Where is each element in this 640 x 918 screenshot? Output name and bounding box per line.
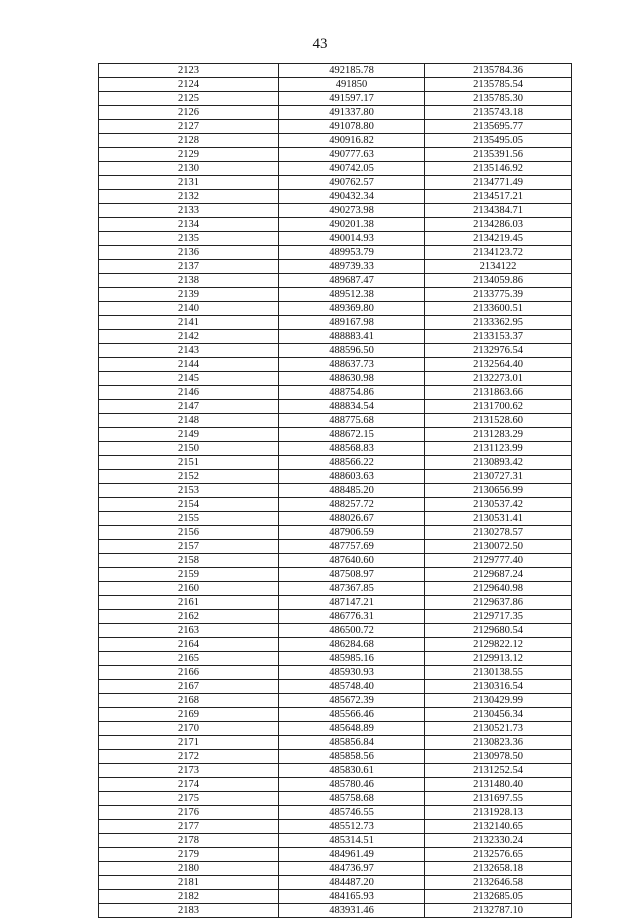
point-number-cell: 2169	[99, 708, 279, 722]
point-number-cell: 2168	[99, 694, 279, 708]
point-number-cell: 2137	[99, 260, 279, 274]
y-coordinate-cell: 2133362.95	[425, 316, 572, 330]
x-coordinate-cell: 488485.20	[279, 484, 425, 498]
y-coordinate-cell: 2129687.24	[425, 568, 572, 582]
y-coordinate-cell: 2131528.60	[425, 414, 572, 428]
x-coordinate-cell: 485856.84	[279, 736, 425, 750]
y-coordinate-cell: 2135784.36	[425, 64, 572, 78]
x-coordinate-cell: 488637.73	[279, 358, 425, 372]
y-coordinate-cell: 2131697.55	[425, 792, 572, 806]
y-coordinate-cell: 2131123.99	[425, 442, 572, 456]
y-coordinate-cell: 2130429.99	[425, 694, 572, 708]
point-number-cell: 2155	[99, 512, 279, 526]
x-coordinate-cell: 485746.55	[279, 806, 425, 820]
table-row	[99, 456, 572, 470]
x-coordinate-cell: 487757.69	[279, 540, 425, 554]
y-coordinate-cell: 2131480.40	[425, 778, 572, 792]
point-number-cell: 2166	[99, 666, 279, 680]
table-row	[99, 694, 572, 708]
table-row	[99, 792, 572, 806]
table-row	[99, 386, 572, 400]
table-row	[99, 232, 572, 246]
table-row	[99, 428, 572, 442]
y-coordinate-cell: 2134059.86	[425, 274, 572, 288]
table-row	[99, 204, 572, 218]
x-coordinate-cell: 486500.72	[279, 624, 425, 638]
x-coordinate-cell: 485512.73	[279, 820, 425, 834]
x-coordinate-cell: 485314.51	[279, 834, 425, 848]
point-number-cell: 2134	[99, 218, 279, 232]
y-coordinate-cell: 2132330.24	[425, 834, 572, 848]
y-coordinate-cell: 2130316.54	[425, 680, 572, 694]
table-row	[99, 848, 572, 862]
y-coordinate-cell: 2130978.50	[425, 750, 572, 764]
x-coordinate-cell: 490201.38	[279, 218, 425, 232]
table-row	[99, 218, 572, 232]
x-coordinate-cell: 489687.47	[279, 274, 425, 288]
x-coordinate-cell: 488603.63	[279, 470, 425, 484]
table-row	[99, 666, 572, 680]
point-number-cell: 2164	[99, 638, 279, 652]
point-number-cell: 2175	[99, 792, 279, 806]
y-coordinate-cell: 2134219.45	[425, 232, 572, 246]
point-number-cell: 2156	[99, 526, 279, 540]
y-coordinate-cell: 2135695.77	[425, 120, 572, 134]
table-row	[99, 722, 572, 736]
table-row	[99, 120, 572, 134]
table-row	[99, 190, 572, 204]
point-number-cell: 2158	[99, 554, 279, 568]
x-coordinate-cell: 488883.41	[279, 330, 425, 344]
table-row	[99, 554, 572, 568]
x-coordinate-cell: 490273.98	[279, 204, 425, 218]
y-coordinate-cell: 2131928.13	[425, 806, 572, 820]
x-coordinate-cell: 492185.78	[279, 64, 425, 78]
table-row	[99, 582, 572, 596]
table-row	[99, 512, 572, 526]
point-number-cell: 2136	[99, 246, 279, 260]
point-number-cell: 2181	[99, 876, 279, 890]
y-coordinate-cell: 2132685.05	[425, 890, 572, 904]
point-number-cell: 2178	[99, 834, 279, 848]
y-coordinate-cell: 2134384.71	[425, 204, 572, 218]
y-coordinate-cell: 2129822.12	[425, 638, 572, 652]
y-coordinate-cell: 2133153.37	[425, 330, 572, 344]
table-row	[99, 134, 572, 148]
coordinates-table-body	[99, 64, 572, 918]
x-coordinate-cell: 490014.93	[279, 232, 425, 246]
table-row	[99, 148, 572, 162]
table-row	[99, 372, 572, 386]
point-number-cell: 2148	[99, 414, 279, 428]
y-coordinate-cell: 2130072.50	[425, 540, 572, 554]
point-number-cell: 2152	[99, 470, 279, 484]
point-number-cell: 2128	[99, 134, 279, 148]
point-number-cell: 2141	[99, 316, 279, 330]
y-coordinate-cell: 2130656.99	[425, 484, 572, 498]
point-number-cell: 2144	[99, 358, 279, 372]
point-number-cell: 2165	[99, 652, 279, 666]
table-row	[99, 862, 572, 876]
table-row	[99, 246, 572, 260]
x-coordinate-cell: 485566.46	[279, 708, 425, 722]
point-number-cell: 2125	[99, 92, 279, 106]
x-coordinate-cell: 491078.80	[279, 120, 425, 134]
x-coordinate-cell: 485780.46	[279, 778, 425, 792]
x-coordinate-cell: 485672.39	[279, 694, 425, 708]
x-coordinate-cell: 485930.93	[279, 666, 425, 680]
y-coordinate-cell: 2129717.35	[425, 610, 572, 624]
x-coordinate-cell: 485985.16	[279, 652, 425, 666]
table-row	[99, 78, 572, 92]
point-number-cell: 2162	[99, 610, 279, 624]
y-coordinate-cell: 2133775.39	[425, 288, 572, 302]
y-coordinate-cell: 2134122	[425, 260, 572, 274]
x-coordinate-cell: 487640.60	[279, 554, 425, 568]
point-number-cell: 2151	[99, 456, 279, 470]
table-row	[99, 64, 572, 78]
y-coordinate-cell: 2130531.41	[425, 512, 572, 526]
table-row	[99, 624, 572, 638]
x-coordinate-cell: 491850	[279, 78, 425, 92]
x-coordinate-cell: 483931.46	[279, 904, 425, 918]
y-coordinate-cell: 2130456.34	[425, 708, 572, 722]
table-row	[99, 568, 572, 582]
x-coordinate-cell: 488672.15	[279, 428, 425, 442]
table-row	[99, 820, 572, 834]
x-coordinate-cell: 487906.59	[279, 526, 425, 540]
y-coordinate-cell: 2134286.03	[425, 218, 572, 232]
x-coordinate-cell: 489512.38	[279, 288, 425, 302]
point-number-cell: 2147	[99, 400, 279, 414]
table-row	[99, 610, 572, 624]
y-coordinate-cell: 2129637.86	[425, 596, 572, 610]
point-number-cell: 2179	[99, 848, 279, 862]
x-coordinate-cell: 488257.72	[279, 498, 425, 512]
table-row	[99, 470, 572, 484]
point-number-cell: 2167	[99, 680, 279, 694]
table-row	[99, 652, 572, 666]
y-coordinate-cell: 2132658.18	[425, 862, 572, 876]
y-coordinate-cell: 2133600.51	[425, 302, 572, 316]
table-row	[99, 414, 572, 428]
y-coordinate-cell: 2130893.42	[425, 456, 572, 470]
x-coordinate-cell: 484961.49	[279, 848, 425, 862]
x-coordinate-cell: 489953.79	[279, 246, 425, 260]
x-coordinate-cell: 489739.33	[279, 260, 425, 274]
table-row	[99, 358, 572, 372]
point-number-cell: 2127	[99, 120, 279, 134]
y-coordinate-cell: 2132273.01	[425, 372, 572, 386]
point-number-cell: 2177	[99, 820, 279, 834]
point-number-cell: 2126	[99, 106, 279, 120]
x-coordinate-cell: 485648.89	[279, 722, 425, 736]
table-row	[99, 274, 572, 288]
x-coordinate-cell: 484487.20	[279, 876, 425, 890]
table-row	[99, 260, 572, 274]
point-number-cell: 2124	[99, 78, 279, 92]
y-coordinate-cell: 2135146.92	[425, 162, 572, 176]
y-coordinate-cell: 2132787.10	[425, 904, 572, 918]
x-coordinate-cell: 491337.80	[279, 106, 425, 120]
table-row	[99, 750, 572, 764]
point-number-cell: 2145	[99, 372, 279, 386]
x-coordinate-cell: 487147.21	[279, 596, 425, 610]
x-coordinate-cell: 484165.93	[279, 890, 425, 904]
table-row	[99, 288, 572, 302]
table-row	[99, 736, 572, 750]
y-coordinate-cell: 2135495.05	[425, 134, 572, 148]
y-coordinate-cell: 2130138.55	[425, 666, 572, 680]
x-coordinate-cell: 488630.98	[279, 372, 425, 386]
page-number: 43	[312, 36, 328, 52]
y-coordinate-cell: 2131700.62	[425, 400, 572, 414]
y-coordinate-cell: 2130537.42	[425, 498, 572, 512]
table-row	[99, 442, 572, 456]
table-row	[99, 638, 572, 652]
point-number-cell: 2138	[99, 274, 279, 288]
y-coordinate-cell: 2131863.66	[425, 386, 572, 400]
y-coordinate-cell: 2132646.58	[425, 876, 572, 890]
point-number-cell: 2157	[99, 540, 279, 554]
point-number-cell: 2174	[99, 778, 279, 792]
point-number-cell: 2140	[99, 302, 279, 316]
x-coordinate-cell: 490742.05	[279, 162, 425, 176]
table-row	[99, 106, 572, 120]
x-coordinate-cell: 488754.86	[279, 386, 425, 400]
table-row	[99, 344, 572, 358]
coordinates-table	[98, 63, 572, 918]
y-coordinate-cell: 2129640.98	[425, 582, 572, 596]
point-number-cell: 2180	[99, 862, 279, 876]
point-number-cell: 2129	[99, 148, 279, 162]
y-coordinate-cell: 2129777.40	[425, 554, 572, 568]
table-row	[99, 302, 572, 316]
table-row	[99, 540, 572, 554]
table-row	[99, 400, 572, 414]
table-row	[99, 890, 572, 904]
x-coordinate-cell: 485830.61	[279, 764, 425, 778]
point-number-cell: 2172	[99, 750, 279, 764]
x-coordinate-cell: 485758.68	[279, 792, 425, 806]
x-coordinate-cell: 491597.17	[279, 92, 425, 106]
x-coordinate-cell: 487367.85	[279, 582, 425, 596]
y-coordinate-cell: 2129913.12	[425, 652, 572, 666]
x-coordinate-cell: 488568.83	[279, 442, 425, 456]
x-coordinate-cell: 489369.80	[279, 302, 425, 316]
point-number-cell: 2170	[99, 722, 279, 736]
y-coordinate-cell: 2135785.54	[425, 78, 572, 92]
y-coordinate-cell: 2130727.31	[425, 470, 572, 484]
table-row	[99, 316, 572, 330]
point-number-cell: 2150	[99, 442, 279, 456]
point-number-cell: 2161	[99, 596, 279, 610]
y-coordinate-cell: 2135785.30	[425, 92, 572, 106]
point-number-cell: 2130	[99, 162, 279, 176]
point-number-cell: 2131	[99, 176, 279, 190]
y-coordinate-cell: 2135743.18	[425, 106, 572, 120]
y-coordinate-cell: 2135391.56	[425, 148, 572, 162]
point-number-cell: 2173	[99, 764, 279, 778]
x-coordinate-cell: 488775.68	[279, 414, 425, 428]
table-row	[99, 92, 572, 106]
x-coordinate-cell: 485858.56	[279, 750, 425, 764]
y-coordinate-cell: 2132576.65	[425, 848, 572, 862]
x-coordinate-cell: 490762.57	[279, 176, 425, 190]
point-number-cell: 2139	[99, 288, 279, 302]
table-row	[99, 876, 572, 890]
point-number-cell: 2176	[99, 806, 279, 820]
table-row	[99, 904, 572, 918]
point-number-cell: 2159	[99, 568, 279, 582]
point-number-cell: 2132	[99, 190, 279, 204]
y-coordinate-cell: 2134771.49	[425, 176, 572, 190]
x-coordinate-cell: 488026.67	[279, 512, 425, 526]
table-row	[99, 680, 572, 694]
table-row	[99, 176, 572, 190]
point-number-cell: 2163	[99, 624, 279, 638]
x-coordinate-cell: 488596.50	[279, 344, 425, 358]
x-coordinate-cell: 490432.34	[279, 190, 425, 204]
x-coordinate-cell: 490777.63	[279, 148, 425, 162]
point-number-cell: 2123	[99, 64, 279, 78]
x-coordinate-cell: 489167.98	[279, 316, 425, 330]
table-row	[99, 834, 572, 848]
table-row	[99, 764, 572, 778]
y-coordinate-cell: 2130521.73	[425, 722, 572, 736]
x-coordinate-cell: 488834.54	[279, 400, 425, 414]
point-number-cell: 2149	[99, 428, 279, 442]
x-coordinate-cell: 490916.82	[279, 134, 425, 148]
y-coordinate-cell: 2131283.29	[425, 428, 572, 442]
y-coordinate-cell: 2129680.54	[425, 624, 572, 638]
point-number-cell: 2160	[99, 582, 279, 596]
x-coordinate-cell: 486776.31	[279, 610, 425, 624]
table-row	[99, 708, 572, 722]
y-coordinate-cell: 2131252.54	[425, 764, 572, 778]
point-number-cell: 2153	[99, 484, 279, 498]
point-number-cell: 2171	[99, 736, 279, 750]
point-number-cell: 2154	[99, 498, 279, 512]
table-row	[99, 498, 572, 512]
x-coordinate-cell: 485748.40	[279, 680, 425, 694]
point-number-cell: 2142	[99, 330, 279, 344]
table-row	[99, 806, 572, 820]
y-coordinate-cell: 2132976.54	[425, 344, 572, 358]
y-coordinate-cell: 2134517.21	[425, 190, 572, 204]
table-row	[99, 596, 572, 610]
y-coordinate-cell: 2132564.40	[425, 358, 572, 372]
point-number-cell: 2135	[99, 232, 279, 246]
table-row	[99, 778, 572, 792]
y-coordinate-cell: 2130278.57	[425, 526, 572, 540]
x-coordinate-cell: 488566.22	[279, 456, 425, 470]
y-coordinate-cell: 2134123.72	[425, 246, 572, 260]
x-coordinate-cell: 486284.68	[279, 638, 425, 652]
point-number-cell: 2133	[99, 204, 279, 218]
point-number-cell: 2146	[99, 386, 279, 400]
table-row	[99, 330, 572, 344]
table-row	[99, 526, 572, 540]
y-coordinate-cell: 2130823.36	[425, 736, 572, 750]
table-row	[99, 484, 572, 498]
x-coordinate-cell: 487508.97	[279, 568, 425, 582]
y-coordinate-cell: 2132140.65	[425, 820, 572, 834]
x-coordinate-cell: 484736.97	[279, 862, 425, 876]
point-number-cell: 2182	[99, 890, 279, 904]
point-number-cell: 2183	[99, 904, 279, 918]
point-number-cell: 2143	[99, 344, 279, 358]
table-row	[99, 162, 572, 176]
